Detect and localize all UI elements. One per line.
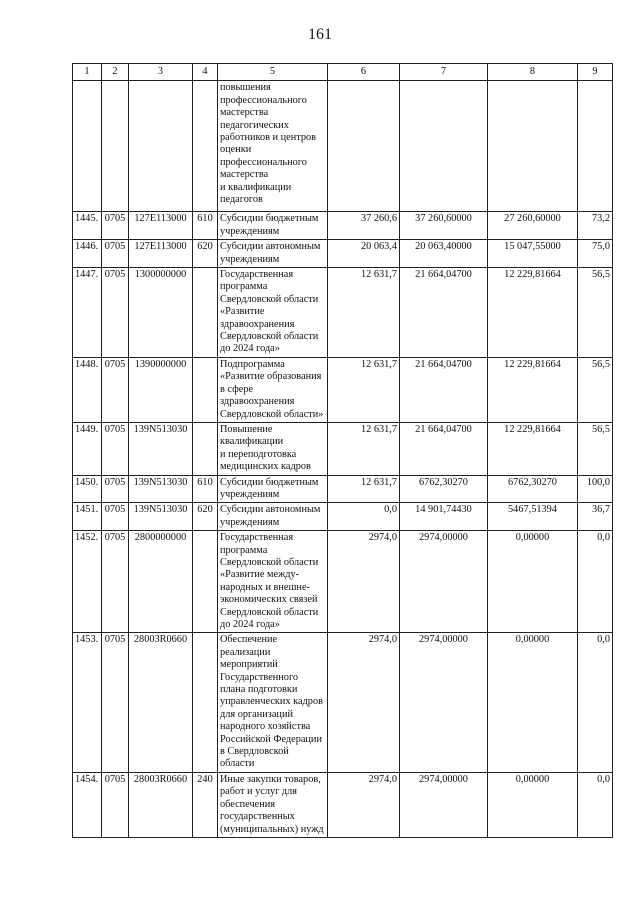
section-code-cell: 0705 [102, 212, 129, 240]
target-code-cell: 28003R0660 [129, 633, 193, 772]
item-name-cell: Иные закупки товаров, работ и услуг для обеспечения государственных (муниципальных) нужд [218, 772, 328, 837]
expense-type-cell [193, 357, 218, 422]
header-row [73, 64, 613, 81]
amount-col6-cell: 12 631,7 [328, 268, 400, 358]
amount-col7-cell: 2974,00000 [400, 531, 488, 633]
header-cell: 5 [218, 64, 328, 81]
section-code-cell: 0705 [102, 240, 129, 268]
amount-col7-cell: 37 260,60000 [400, 212, 488, 240]
header-cell: 8 [488, 64, 578, 81]
percent-cell: 75,0 [578, 240, 613, 268]
header-cell: 4 [193, 64, 218, 81]
table-row [73, 503, 613, 531]
table-row [73, 772, 613, 837]
item-name-cell: Субсидии автономным учреждениям [218, 503, 328, 531]
amount-col8-cell: 0,00000 [488, 772, 578, 837]
budget-table [72, 63, 613, 838]
row-number-cell: 1451. [73, 503, 102, 531]
target-code-cell: 139N513030 [129, 503, 193, 531]
amount-col7-cell: 20 063,40000 [400, 240, 488, 268]
expense-type-cell [193, 268, 218, 358]
expense-type-cell [193, 422, 218, 475]
target-code-cell: 1390000000 [129, 357, 193, 422]
target-code-cell: 127E113000 [129, 240, 193, 268]
continuation-row [73, 81, 613, 212]
section-code-cell: 0705 [102, 531, 129, 633]
expense-type-cell: 620 [193, 503, 218, 531]
percent-cell: 0,0 [578, 531, 613, 633]
percent-cell: 56,5 [578, 422, 613, 475]
amount-col7-cell: 6762,30270 [400, 475, 488, 503]
item-name-cell: Повышение квалификации и переподготовка медицинских кадров [218, 422, 328, 475]
amount-col6-cell: 37 260,6 [328, 212, 400, 240]
section-code-cell: 0705 [102, 633, 129, 772]
item-name-cell: Подпрограмма «Развитие образования в сфере здравоохранения Свердловской области» [218, 357, 328, 422]
header-cell: 6 [328, 64, 400, 81]
percent-cell: 0,0 [578, 633, 613, 772]
row-number-cell: 1454. [73, 772, 102, 837]
item-name-cell: Субсидии автономным учреждениям [218, 240, 328, 268]
row-number-cell: 1445. [73, 212, 102, 240]
amount-col8-cell: 12 229,81664 [488, 268, 578, 358]
item-name-cell: Обеспечение реализации мероприятий Государственного плана подготовки управленческих кадров для организаций народного хозяйства Российской Федерации в Свердловской области [218, 633, 328, 772]
table-row [73, 268, 613, 358]
amount-col8-cell: 5467,51394 [488, 503, 578, 531]
amount-col6-cell: 12 631,7 [328, 357, 400, 422]
row-number-cell: 1449. [73, 422, 102, 475]
amount-col8-cell: 15 047,55000 [488, 240, 578, 268]
section-code-cell: 0705 [102, 357, 129, 422]
row-number-cell: 1453. [73, 633, 102, 772]
target-code-cell: 139N513030 [129, 422, 193, 475]
item-name-cell: Государственная программа Свердловской области «Развитие здравоохранения Свердловской области до 2024 года» [218, 268, 328, 358]
table-row [73, 633, 613, 772]
table-row [73, 531, 613, 633]
header-cell: 3 [129, 64, 193, 81]
section-code-cell: 0705 [102, 422, 129, 475]
percent-cell: 0,0 [578, 772, 613, 837]
amount-col6-cell: 12 631,7 [328, 475, 400, 503]
amount-col7-cell: 21 664,04700 [400, 422, 488, 475]
continuation-text: повышения профессионального мастерства педагогических работников и центров оценки профессионального мастерства и квалификации педагогов [218, 81, 328, 212]
page-number: 161 [308, 26, 332, 43]
row-number-cell: 1448. [73, 357, 102, 422]
target-code-cell: 127E113000 [129, 212, 193, 240]
target-code-cell: 1300000000 [129, 268, 193, 358]
percent-cell: 36,7 [578, 503, 613, 531]
amount-col8-cell: 27 260,60000 [488, 212, 578, 240]
expense-type-cell: 610 [193, 212, 218, 240]
percent-cell: 100,0 [578, 475, 613, 503]
section-code-cell: 0705 [102, 268, 129, 358]
target-code-cell: 139N513030 [129, 475, 193, 503]
table-row [73, 475, 613, 503]
amount-col6-cell: 12 631,7 [328, 422, 400, 475]
percent-cell: 73,2 [578, 212, 613, 240]
header-cell: 7 [400, 64, 488, 81]
header-cell: 1 [73, 64, 102, 81]
target-code-cell: 2800000000 [129, 531, 193, 633]
section-code-cell: 0705 [102, 503, 129, 531]
amount-col7-cell: 21 664,04700 [400, 268, 488, 358]
amount-col7-cell: 21 664,04700 [400, 357, 488, 422]
amount-col6-cell: 0,0 [328, 503, 400, 531]
expense-type-cell: 610 [193, 475, 218, 503]
section-code-cell: 0705 [102, 772, 129, 837]
amount-col8-cell: 0,00000 [488, 531, 578, 633]
section-code-cell: 0705 [102, 475, 129, 503]
item-name-cell: Государственная программа Свердловской области «Развитие между- народных и внешне- экономических связей Свердловской области до 2024 года» [218, 531, 328, 633]
amount-col8-cell: 12 229,81664 [488, 422, 578, 475]
header-cell: 2 [102, 64, 129, 81]
expense-type-cell: 240 [193, 772, 218, 837]
percent-cell: 56,5 [578, 357, 613, 422]
amount-col7-cell: 2974,00000 [400, 772, 488, 837]
table-row [73, 422, 613, 475]
row-number-cell: 1452. [73, 531, 102, 633]
percent-cell: 56,5 [578, 268, 613, 358]
amount-col7-cell: 2974,00000 [400, 633, 488, 772]
expense-type-cell [193, 531, 218, 633]
amount-col8-cell: 0,00000 [488, 633, 578, 772]
target-code-cell: 28003R0660 [129, 772, 193, 837]
row-number-cell: 1450. [73, 475, 102, 503]
expense-type-cell: 620 [193, 240, 218, 268]
item-name-cell: Субсидии бюджетным учреждениям [218, 212, 328, 240]
row-number-cell: 1446. [73, 240, 102, 268]
amount-col6-cell: 2974,0 [328, 633, 400, 772]
table-row [73, 357, 613, 422]
item-name-cell: Субсидии бюджетным учреждениям [218, 475, 328, 503]
table-row [73, 240, 613, 268]
amount-col8-cell: 12 229,81664 [488, 357, 578, 422]
amount-col8-cell: 6762,30270 [488, 475, 578, 503]
header-cell: 9 [578, 64, 613, 81]
amount-col7-cell: 14 901,74430 [400, 503, 488, 531]
table-row [73, 212, 613, 240]
amount-col6-cell: 2974,0 [328, 772, 400, 837]
row-number-cell: 1447. [73, 268, 102, 358]
amount-col6-cell: 2974,0 [328, 531, 400, 633]
amount-col6-cell: 20 063,4 [328, 240, 400, 268]
expense-type-cell [193, 633, 218, 772]
